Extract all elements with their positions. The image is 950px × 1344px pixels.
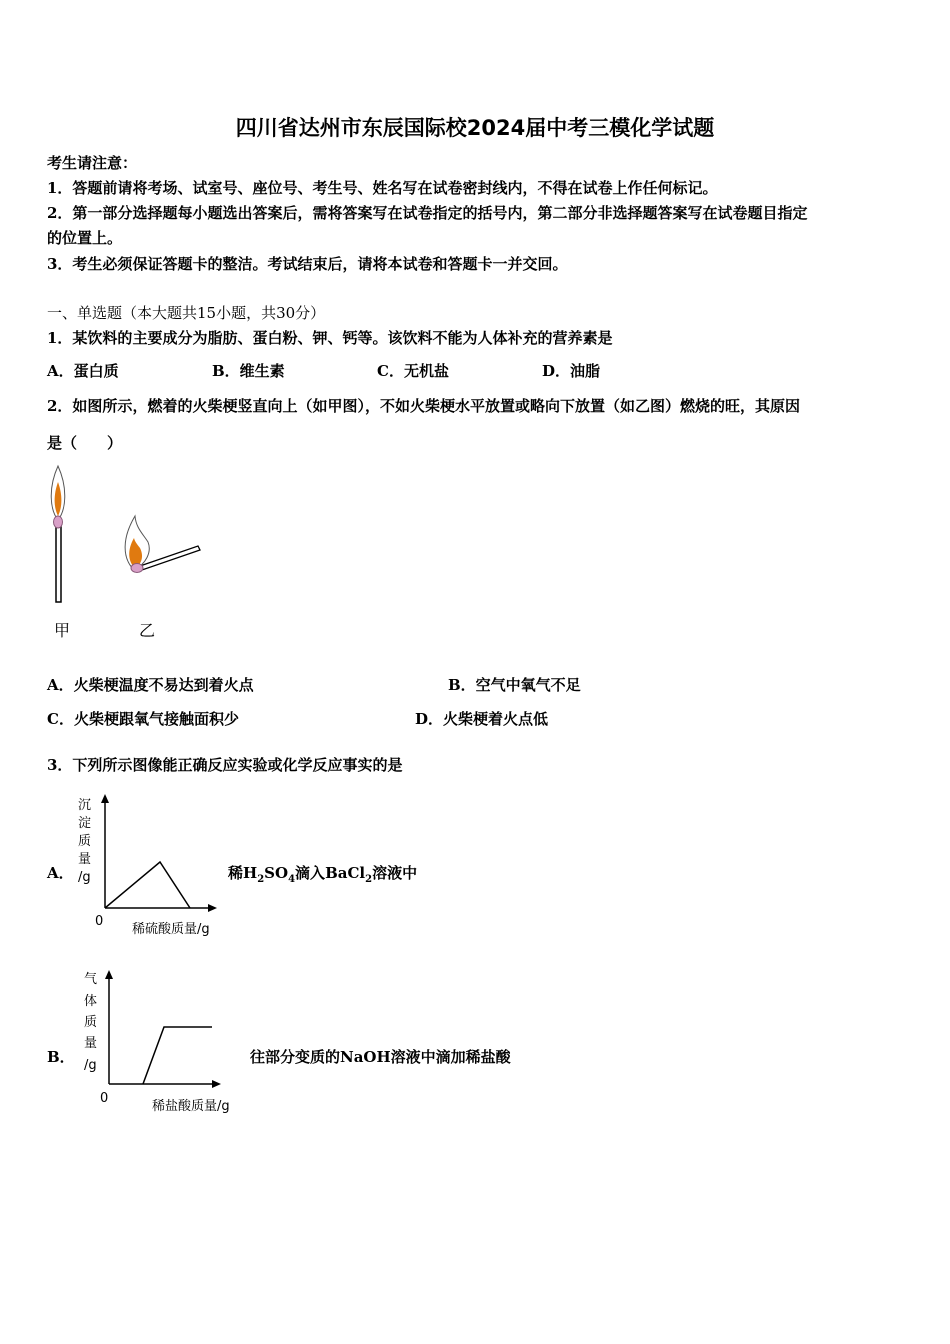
q3-a-formula1-sub2: 4 [288, 874, 296, 885]
q3-a-formula1-mid: SO [264, 864, 289, 882]
graph-b-ylabel-1: 气 [84, 972, 98, 987]
match-horizontal [125, 516, 200, 573]
q3-a-formula2-sub: 2 [365, 874, 373, 885]
graph-a-origin: 0 [95, 914, 104, 929]
graph-b-ylabel-3: 质 [84, 1015, 98, 1030]
q3-a-text-mid: 滴入 [295, 864, 326, 882]
notice-item-2: 2．第一部分选择题每小题选出答案后，需将答案写在试卷指定的括号内，第二部分非选择题答案写在试卷题目指定 [47, 204, 808, 222]
figure-label-yi: 乙 [139, 621, 156, 640]
q2-stem-line2: 是（ ） [47, 434, 123, 452]
graph-b-xlabel: 稀盐酸质量/g [152, 1099, 230, 1114]
q2-option-a: A．火柴梗温度不易达到着火点 [47, 676, 254, 694]
q1-option-c: C．无机盐 [377, 362, 449, 380]
q3-option-a-label: A． [47, 864, 74, 882]
q2-option-d: D．火柴梗着火点低 [415, 710, 549, 728]
q1-option-a: A．蛋白质 [47, 362, 119, 380]
graph-a-x-arrow [208, 904, 217, 912]
graph-a-xlabel: 稀硫酸质量/g [132, 922, 210, 937]
notice-item-2-cont: 的位置上。 [47, 229, 123, 247]
figure-label-jia: 甲 [54, 621, 71, 640]
match-vertical [51, 466, 65, 602]
notice-item-1: 1．答题前请将考场、试室号、座位号、考生号、姓名写在试卷密封线内，不得在试卷上作任何标记。 [47, 179, 718, 197]
q1-option-b: B．维生素 [212, 362, 285, 380]
q1-stem: 1．某饮料的主要成分为脂肪、蛋白粉、钾、钙等。该饮料不能为人体补充的营养素是 [47, 329, 613, 347]
match-figure [40, 460, 220, 645]
q3-option-b-label: B． [47, 1048, 75, 1066]
q3-a-formula1-sub1: 2 [257, 874, 265, 885]
q3-option-b-text: 往部分变质的NaOH溶液中滴加稀盐酸 [250, 1048, 511, 1066]
graph-a-ylabel-5: /g [78, 870, 91, 885]
q3-a-text-prefix: 稀 [228, 864, 244, 882]
q2-option-b: B．空气中氧气不足 [448, 676, 581, 694]
graph-b-ylabel-2: 体 [84, 994, 98, 1009]
graph-b-ylabel-4: 量 [84, 1036, 98, 1051]
q3-graph-b [76, 963, 251, 1118]
section-heading: 一、单选题（本大题共15小题，共30分） [47, 304, 326, 322]
graph-a-ylabel-3: 质 [78, 834, 92, 849]
q3-a-formula1-main: H [243, 864, 258, 882]
notice-heading: 考生请注意： [47, 154, 138, 172]
graph-a-ylabel-2: 淀 [78, 816, 92, 831]
graph-b-curve [143, 1027, 212, 1084]
q1-option-d: D．油脂 [542, 362, 601, 380]
graph-b-x-arrow [212, 1080, 221, 1088]
graph-a-ylabel-4: 量 [78, 852, 92, 867]
graph-b-y-arrow [105, 970, 113, 979]
q3-option-a-text [228, 862, 417, 885]
q3-graph-a [70, 792, 230, 942]
q3-a-text-suffix: 溶液中 [372, 864, 418, 882]
q2-option-c: C．火柴梗跟氧气接触面积少 [47, 710, 239, 728]
graph-b-ylabel-5: /g [84, 1058, 97, 1073]
graph-b-origin: 0 [100, 1091, 109, 1106]
graph-a-ylabel-1: 沉 [78, 798, 92, 813]
graph-a-y-arrow [101, 794, 109, 803]
notice-item-3: 3．考生必须保证答题卡的整洁。考试结束后，请将本试卷和答题卡一并交回。 [47, 255, 568, 273]
q3-stem: 3．下列所示图像能正确反应实验或化学反应事实的是 [47, 756, 403, 774]
q3-a-formula2-main: BaCl [325, 864, 366, 882]
q2-stem-line1: 2．如图所示，燃着的火柴梗竖直向上（如甲图），不如火柴梗水平放置或略向下放置（如乙图）燃烧的旺，其原因 [47, 397, 800, 415]
graph-a-curve [105, 862, 190, 908]
page-title: 四川省达州市东辰国际校2024届中考三模化学试题 [235, 116, 715, 140]
